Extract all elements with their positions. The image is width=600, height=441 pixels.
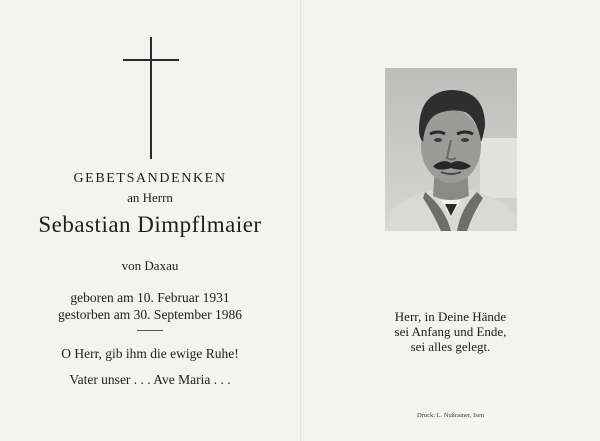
verse-line-3: sei alles gelegt. (410, 339, 491, 354)
verse-line-2: sei Anfang und Ende, (394, 324, 507, 339)
birth-date: geboren am 10. Februar 1931 (70, 290, 230, 305)
cross-vertical-bar (150, 37, 152, 159)
right-panel (301, 0, 600, 441)
divider-line (137, 330, 163, 331)
verse-line-1: Herr, in Deine Hände (394, 309, 507, 324)
portrait-illustration (385, 68, 517, 231)
card-heading: GEBETSANDENKEN (73, 171, 227, 186)
prayer-line-2: Vater unser . . . Ave Maria . . . (69, 372, 231, 387)
cross-horizontal-bar (123, 59, 179, 61)
deceased-name: Sebastian Dimpflmaier (38, 212, 262, 237)
origin-text: von Daxau (121, 258, 179, 273)
card-subheading: an Herrn (127, 190, 173, 205)
portrait-photo (385, 68, 517, 231)
printer-credit: Druck: L. Nußrainer, Isen (416, 412, 485, 419)
prayer-line-1: O Herr, gib ihm die ewige Ruhe! (61, 346, 239, 361)
death-date: gestorben am 30. September 1986 (57, 307, 243, 322)
cross-icon (123, 37, 179, 159)
